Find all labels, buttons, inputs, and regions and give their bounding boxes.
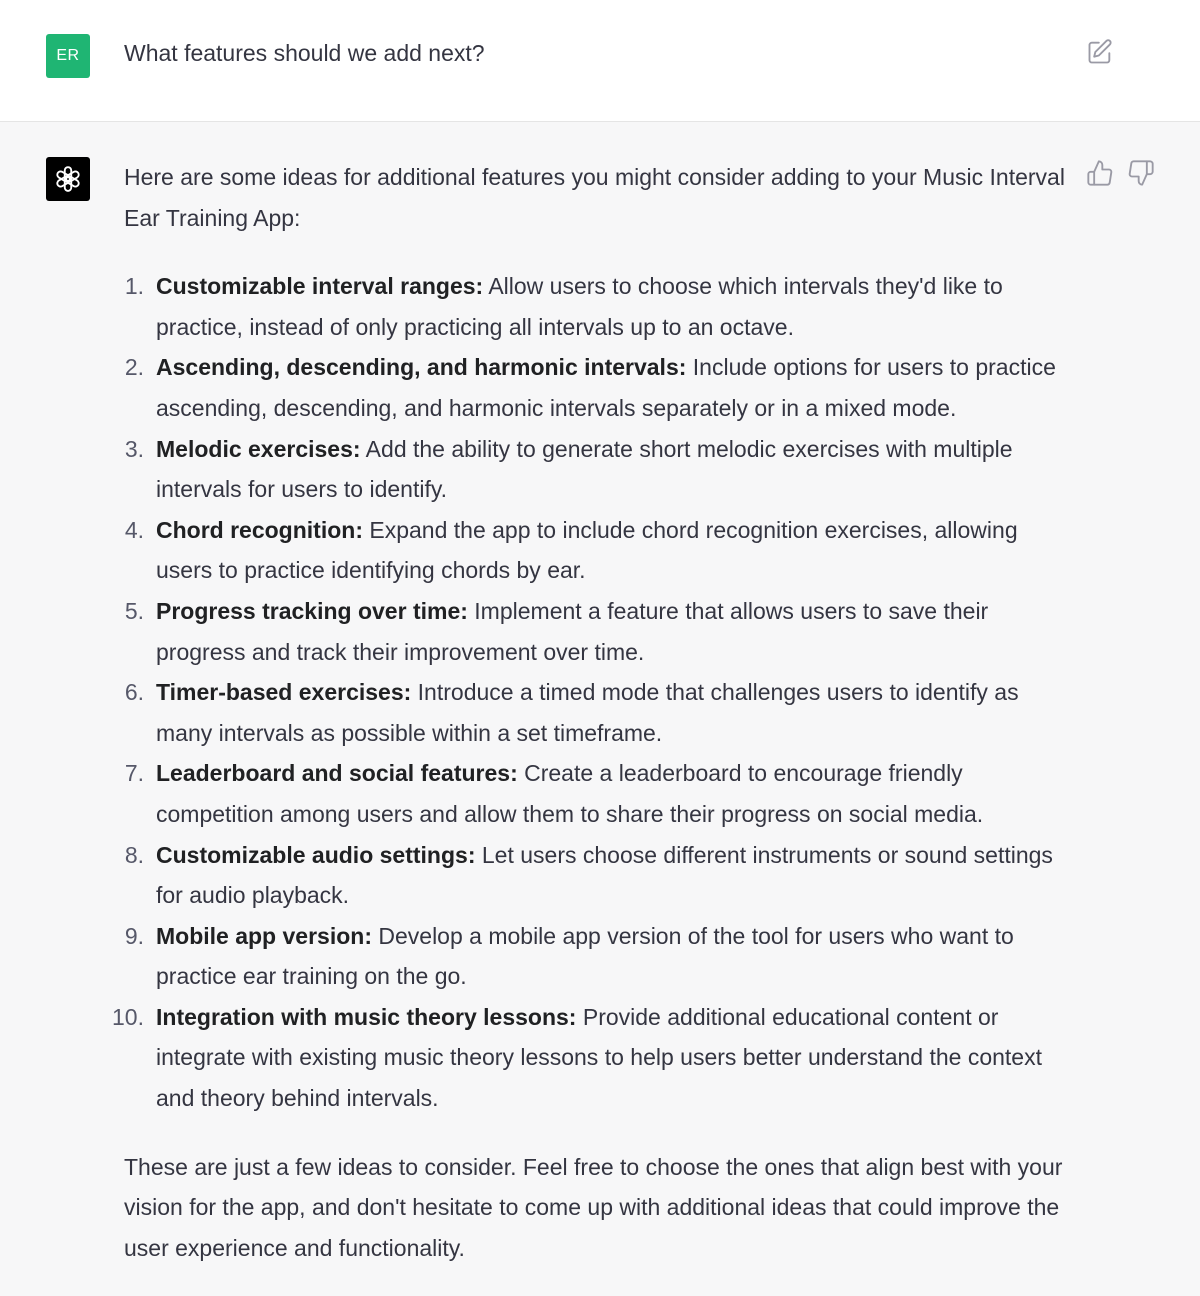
list-item-number: 7. <box>124 760 144 787</box>
list-item-title: Ascending, descending, and harmonic intervals: <box>156 354 687 381</box>
edit-icon[interactable] <box>1086 38 1114 66</box>
list-item-number: 2. <box>124 354 144 381</box>
list-item <box>124 835 1074 916</box>
list-item-title: Mobile app version: <box>156 922 372 949</box>
list-item <box>124 429 1074 510</box>
list-item <box>124 672 1074 753</box>
list-item-text: Implement a feature that allows users to save their progress and track their improvement over time. <box>156 597 989 665</box>
list-item-text: Add the ability to generate short melodic exercises with multiple intervals for users to identify. <box>156 435 1013 503</box>
list-item-number: 4. <box>124 516 144 543</box>
list-item <box>124 916 1074 997</box>
list-item-number: 5. <box>124 597 144 624</box>
list-item-text: Include options for users to practice ascending, descending, and harmonic intervals separately or in a mixed mode. <box>156 354 1056 421</box>
list-item-text: Develop a mobile app version of the tool for users who want to practice ear training on the go. <box>156 922 1014 990</box>
list-item-text: Introduce a timed mode that challenges users to identify as many intervals as possible within a set timeframe. <box>156 679 1019 746</box>
list-item-title: Integration with music theory lessons: <box>156 1003 577 1030</box>
user-message-row <box>0 0 1200 122</box>
thumbs-up-icon[interactable] <box>1086 159 1114 187</box>
list-item-text: Provide additional educational content or integrate with existing music theory lessons to help users better understand the context and theory behind intervals. <box>156 1003 1042 1112</box>
list-item-title: Timer-based exercises: <box>156 679 412 706</box>
list-item <box>124 347 1074 428</box>
thumbs-down-icon[interactable] <box>1127 159 1155 187</box>
list-item-number: 3. <box>124 435 144 462</box>
list-item <box>124 753 1074 834</box>
list-item-title: Leaderboard and social features: <box>156 760 518 787</box>
list-item <box>124 510 1074 591</box>
list-item-title: Melodic exercises: <box>156 435 361 462</box>
list-item-number: 9. <box>124 922 144 949</box>
list-item-text: Create a leaderboard to encourage friendly competition among users and allow them to share their progress on social media. <box>156 760 984 827</box>
assistant-reply <box>112 157 1074 1268</box>
list-item <box>112 997 1074 1119</box>
list-item-title: Customizable audio settings: <box>156 841 476 868</box>
feature-list <box>112 266 1074 1118</box>
list-item-number: 6. <box>124 679 144 706</box>
user-initials: ER <box>56 47 80 64</box>
list-item <box>124 591 1074 672</box>
user-message-text: What features should we add next? <box>124 40 485 66</box>
assistant-avatar <box>46 157 90 201</box>
list-item-number: 10. <box>112 1003 144 1030</box>
list-item-title: Progress tracking over time: <box>156 597 468 624</box>
assistant-message-row <box>0 123 1200 1296</box>
openai-logo-icon <box>53 164 83 194</box>
list-item-number: 1. <box>124 273 144 300</box>
user-avatar <box>46 34 90 78</box>
reply-outro: These are just a few ideas to consider. Feel free to choose the ones that align best with your vision for the app, and don't hesitate to come up with additional ideas that could improve the user experience and functionality. <box>124 1153 1063 1261</box>
list-item-number: 8. <box>124 841 144 868</box>
list-item-text: Let users choose different instruments or sound settings for audio playback. <box>156 841 1053 909</box>
list-item-title: Chord recognition: <box>156 516 363 543</box>
list-item-title: Customizable interval ranges: <box>156 273 484 300</box>
list-item-text: Allow users to choose which intervals they'd like to practice, instead of only practicing all intervals up to an octave. <box>156 273 1003 340</box>
list-item-text: Expand the app to include chord recognition exercises, allowing users to practice identifying chords by ear. <box>156 516 1018 584</box>
reply-intro: Here are some ideas for additional features you might consider adding to your Music Interval Ear Training App: <box>124 164 1065 231</box>
list-item <box>124 266 1074 347</box>
